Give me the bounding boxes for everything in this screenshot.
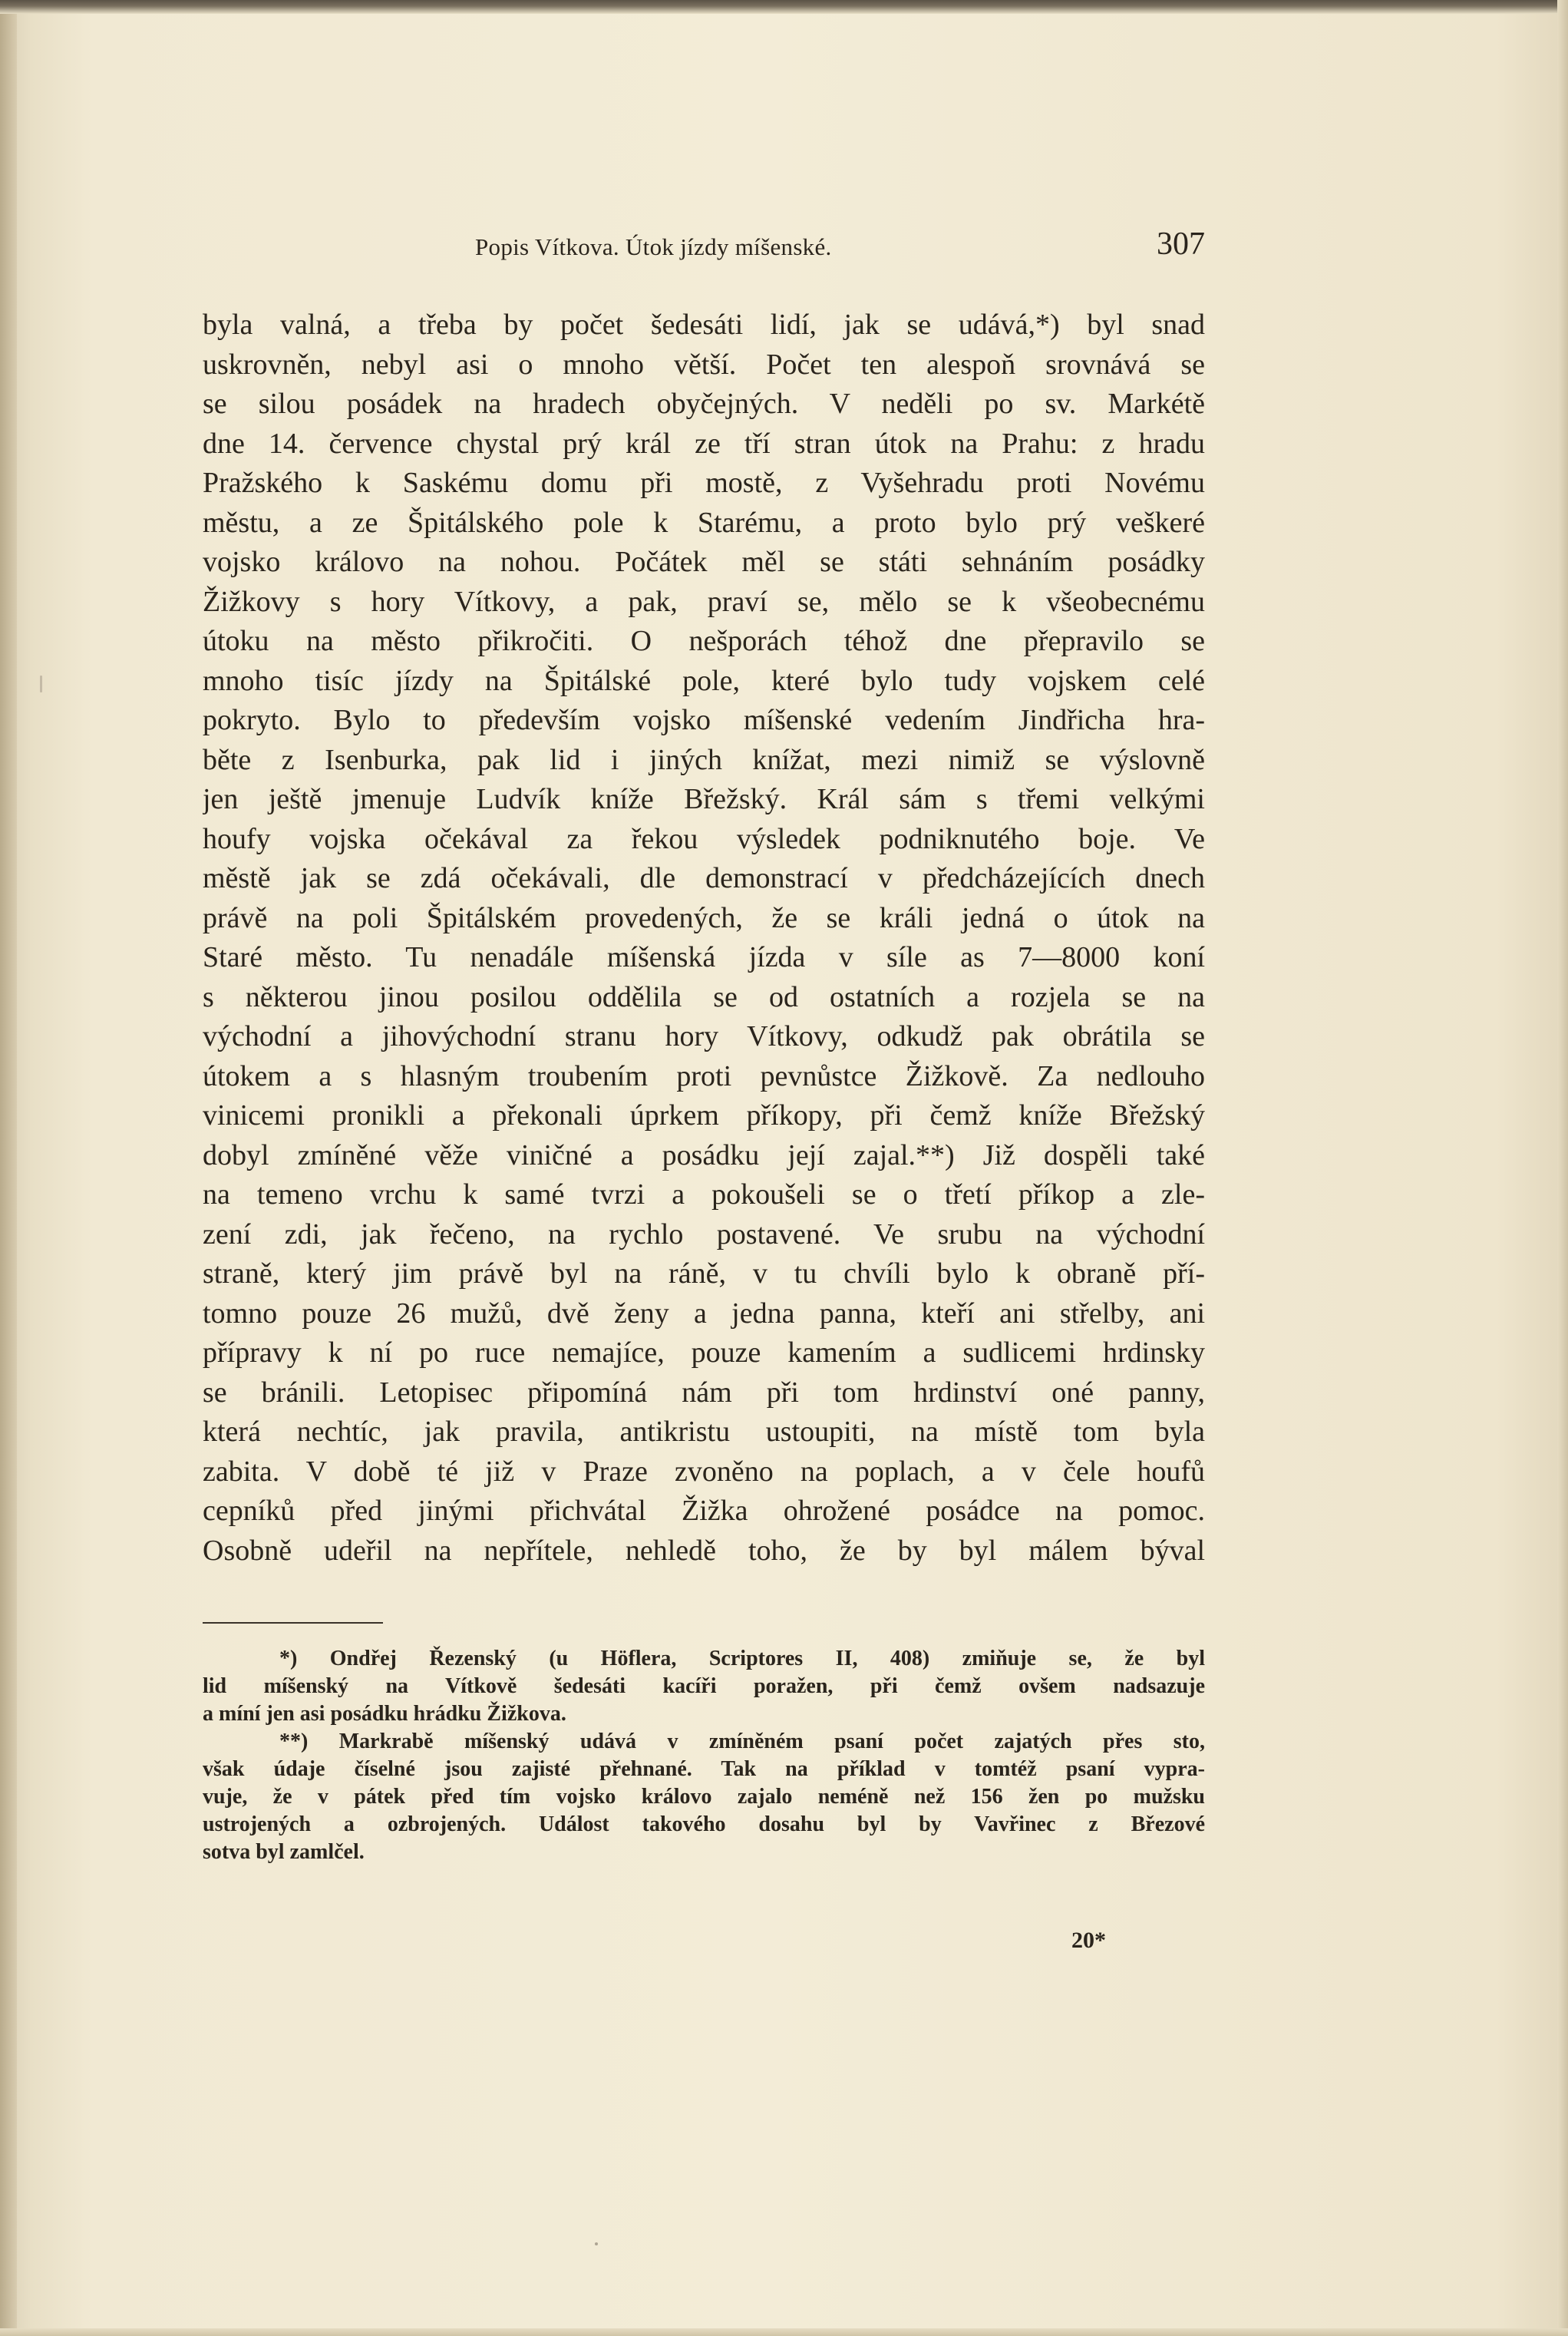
footnote-line: lid míšenský na Vítkově šedesáti kacíři poražen, při čemž ovšem nadsazuje xyxy=(203,1674,1205,1698)
text-line: na temeno vrchu k samé tvrzi a pokoušeli se o třetí příkop a zle- xyxy=(203,1178,1205,1211)
footnote-line: *) Ondřej Řezenský (u Höflera, Scriptores II, 408) zmiňuje se, že byl xyxy=(279,1647,1205,1670)
footnote-line: ustrojených a ozbrojených. Událost takového dosahu byl by Vavřinec z Březové xyxy=(203,1812,1205,1836)
page-right-edge xyxy=(1557,0,1568,2336)
text-line: právě na poli Špitálském provedených, že se králi jedná o útok na xyxy=(203,901,1205,934)
text-line: vojsko královo na nohou. Počátek měl se státi sehnáním posádky xyxy=(203,546,1205,578)
text-line: Osobně udeřil na nepřítele, nehledě toho, že by byl málem býval xyxy=(203,1534,1205,1567)
text-line: se bránili. Letopisec připomíná nám při tom hrdinství oné panny, xyxy=(203,1376,1205,1409)
text-line: tomno pouze 26 mužů, dvě ženy a jedna panna, kteří ani střelby, ani xyxy=(203,1297,1205,1330)
footnote-line: vuje, že v pátek před tím vojsko královo zajalo neméně než 156 žen po mužsku xyxy=(203,1785,1205,1809)
text-line: Pražského k Saskému domu při mostě, z Vyšehradu proti Novému xyxy=(203,467,1205,499)
text-line: mnoho tisíc jízdy na Špitálské pole, které bylo tudy vojskem celé xyxy=(203,664,1205,697)
running-head: Popis Vítkova. Útok jízdy míšenské. xyxy=(475,233,832,260)
page-bottom-edge xyxy=(0,2328,1568,2336)
text-line: útoku na město přikročiti. O nešporách téhož dne přepravilo se xyxy=(203,625,1205,657)
text-line: houfy vojska očekával za řekou výsledek podniknutého boje. Ve xyxy=(203,822,1205,855)
footnote-line: však údaje číselné jsou zajisté přehnané. Tak na příklad v tomtéž psaní vypra- xyxy=(203,1757,1205,1781)
text-line: východní a jihovýchodní stranu hory Vítkovy, odkudž pak obrátila se xyxy=(203,1020,1205,1052)
signature-mark: 20* xyxy=(1071,1928,1106,1953)
text-line: přípravy k ní po ruce nemajíce, pouze kamením a sudlicemi hrdinsky xyxy=(203,1337,1205,1369)
page-header xyxy=(203,224,1205,270)
text-line: jen ještě jmenuje Ludvík kníže Břežský. Král sám s třemi velkými xyxy=(203,783,1205,815)
text-line: Žižkovy s hory Vítkovy, a pak, praví se, mělo se k všeobecnému xyxy=(203,585,1205,618)
book-binding-edge xyxy=(0,0,17,2336)
footnote-line: a míní jen asi posádku hrádku Žižkova. xyxy=(203,1702,566,1726)
text-line: útokem a s hlasným troubením proti pevnůstce Žižkově. Za nedlouho xyxy=(203,1059,1205,1092)
text-line: která nechtíc, jak pravila, antikristu ustoupiti, na místě tom byla xyxy=(203,1416,1205,1448)
text-line: zabita. V době té již v Praze zvoněno na poplach, a v čele houfů xyxy=(203,1455,1205,1488)
text-line: straně, který jim právě byl na ráně, v tu chvíli bylo k obraně pří- xyxy=(203,1257,1205,1290)
paper-speck xyxy=(40,676,42,692)
footnotes xyxy=(203,1645,1205,1866)
text-line: vinicemi pronikli a překonali úprkem příkopy, při čemž kníže Břežský xyxy=(203,1099,1205,1132)
text-line: pokryto. Bylo to především vojsko míšenské vedením Jindřicha hra- xyxy=(203,704,1205,736)
text-line: běte z Isenburka, pak lid i jiných knížat, mezi nimiž se výslovně xyxy=(203,743,1205,776)
text-line: dne 14. července chystal prý král ze tří stran útok na Prahu: z hradu xyxy=(203,427,1205,460)
footnote-divider xyxy=(203,1622,383,1624)
text-line: dobyl zmíněné věže viničné a posádku její zajal.**) Již dospěli také xyxy=(203,1138,1205,1171)
footnote-line: **) Markrabě míšenský udává v zmíněném psaní počet zajatých přes sto, xyxy=(279,1730,1205,1753)
paper-speck xyxy=(595,2242,598,2245)
text-line: se silou posádek na hradech obyčejných. V neděli po sv. Markétě xyxy=(203,388,1205,420)
text-line: Staré město. Tu nenadále míšenská jízda v síle as 7—8000 koní xyxy=(203,941,1205,973)
text-line: byla valná, a třeba by počet šedesáti lidí, jak se udává,*) byl snad xyxy=(203,309,1205,341)
footnote-line: sotva byl zamlčel. xyxy=(203,1840,365,1864)
main-text xyxy=(203,306,1205,1571)
page-number: 307 xyxy=(1157,226,1205,262)
text-line: uskrovněn, nebyl asi o mnoho větší. Počet ten alespoň srovnává se xyxy=(203,348,1205,381)
text-line: s některou jinou posilou oddělila se od ostatních a rozjela se na xyxy=(203,980,1205,1013)
text-line: zení zdi, jak řečeno, na rychlo postavené. Ve srubu na východní xyxy=(203,1218,1205,1251)
page-top-edge xyxy=(0,0,1568,14)
text-line: cepníků před jinými přichvátal Žižka ohrožené posádce na pomoc. xyxy=(203,1495,1205,1527)
text-line: městě jak se zdá očekávali, dle demonstrací v předcházejících dnech xyxy=(203,862,1205,894)
text-line: městu, a ze Špitálského pole k Starému, a proto bylo prý veškeré xyxy=(203,506,1205,539)
